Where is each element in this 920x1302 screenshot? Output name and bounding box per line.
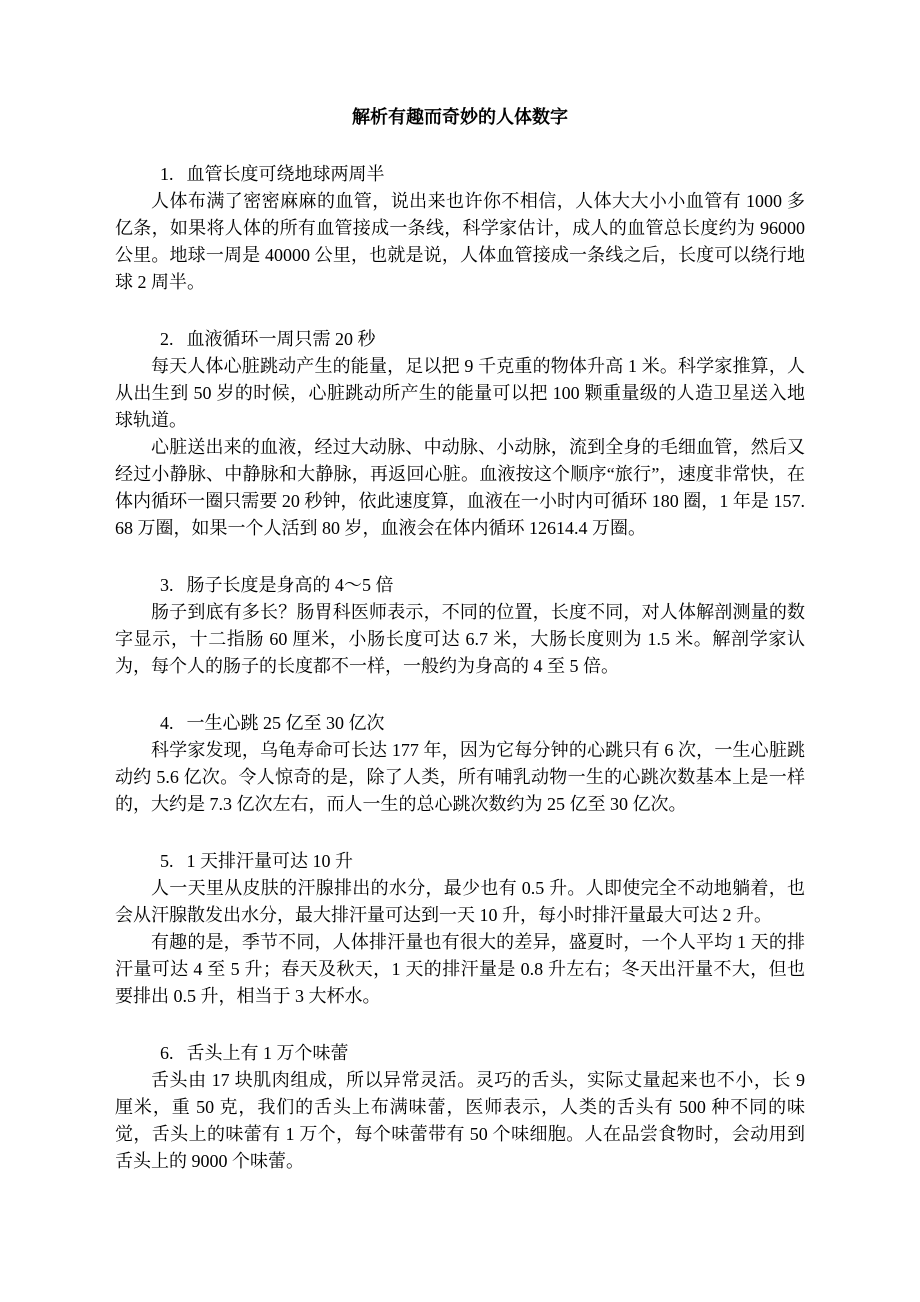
section-3-number: 3. <box>160 575 174 595</box>
section-3-heading-text: 肠子长度是身高的 4～5 倍 <box>186 575 394 595</box>
section-6 <box>115 1040 805 1175</box>
section-2-heading-text: 血液循环一周只需 20 秒 <box>186 329 376 349</box>
section-5-number: 5. <box>160 851 174 871</box>
section-2-paragraph-2: 心脏送出来的血液，经过大动脉、中动脉、小动脉，流到全身的毛细血管，然后又经过小静脉、中静脉和大静脉，再返回心脏。血液按这个顺序“旅行”，速度非常快，在体内循环一圈只需要 20 秒钟，依此速度算，血液在一小时内可循环 180 圈，1 年是 157.68 万圈，如果一个人活到 80 岁，血液会在体内循环 12614.4 万圈。 <box>115 437 805 538</box>
section-5-heading-text: 1 天排汗量可达 10 升 <box>186 851 353 871</box>
section-2-paragraph-1: 每天人体心脏跳动产生的能量，足以把 9 千克重的物体升高 1 米。科学家推算，人从出生到 50 岁的时候，心脏跳动所产生的能量可以把 100 颗重量级的人造卫星送入地球轨道。 <box>115 356 805 430</box>
section-1-heading-text: 血管长度可绕地球两周半 <box>186 164 385 184</box>
section-6-heading <box>115 1040 805 1067</box>
section-1-heading <box>115 161 805 188</box>
section-4-heading <box>115 710 805 737</box>
document-title: 解析有趣而奇妙的人体数字 <box>352 107 568 127</box>
section-3-heading <box>115 572 805 599</box>
section-6-heading-text: 舌头上有 1 万个味蕾 <box>186 1043 349 1063</box>
section-2-number: 2. <box>160 329 174 349</box>
section-5-heading <box>115 848 805 875</box>
section-1-number: 1. <box>160 164 174 184</box>
section-1-paragraph-1: 人体布满了密密麻麻的血管，说出来也许你不相信，人体大大小小血管有 1000 多亿条，如果将人体的所有血管接成一条线，科学家估计，成人的血管总长度约为 96000 公里。地球一周是 40000 公里，也就是说，人体血管接成一条线之后，长度可以绕行地球 2 周半。 <box>115 191 805 292</box>
section-6-number: 6. <box>160 1043 174 1063</box>
section-3 <box>115 572 805 680</box>
section-2-heading <box>115 326 805 353</box>
section-3-paragraph-1: 肠子到底有多长？肠胃科医师表示，不同的位置，长度不同，对人体解剖测量的数字显示，十二指肠 60 厘米，小肠长度可达 6.7 米，大肠长度则为 1.5 米。解剖学家认为，每个人的肠子的长度都不一样，一般约为身高的 4 至 5 倍。 <box>115 602 805 676</box>
section-1 <box>115 161 805 296</box>
section-2 <box>115 326 805 542</box>
section-5-paragraph-2: 有趣的是，季节不同，人体排汗量也有很大的差异，盛夏时，一个人平均 1 天的排汗量可达 4 至 5 升；春天及秋天，1 天的排汗量是 0.8 升左右；冬天出汗量不大，但也要排出 0.5 升，相当于 3 大杯水。 <box>115 932 805 1006</box>
section-5 <box>115 848 805 1010</box>
section-4 <box>115 710 805 818</box>
section-4-heading-text: 一生心跳 25 亿至 30 亿次 <box>186 713 385 733</box>
section-4-paragraph-1: 科学家发现，乌龟寿命可长达 177 年，因为它每分钟的心跳只有 6 次，一生心脏跳动约 5.6 亿次。令人惊奇的是，除了人类，所有哺乳动物一生的心跳次数基本上是一样的，大约是 7.3 亿次左右，而人一生的总心跳次数约为 25 亿至 30 亿次。 <box>115 740 805 814</box>
section-6-paragraph-1: 舌头由 17 块肌肉组成，所以异常灵活。灵巧的舌头，实际丈量起来也不小，长 9 厘米，重 50 克，我们的舌头上布满味蕾，医师表示，人类的舌头有 500 种不同的味觉，舌头上的味蕾有 1 万个，每个味蕾带有 50 个味细胞。人在品尝食物时，会动用到舌头上的 9000 个味蕾。 <box>115 1070 805 1171</box>
section-4-number: 4. <box>160 713 174 733</box>
section-5-paragraph-1: 人一天里从皮肤的汗腺排出的水分，最少也有 0.5 升。人即使完全不动地躺着，也会从汗腺散发出水分，最大排汗量可达到一天 10 升，每小时排汗量最大可达 2 升。 <box>115 878 805 925</box>
